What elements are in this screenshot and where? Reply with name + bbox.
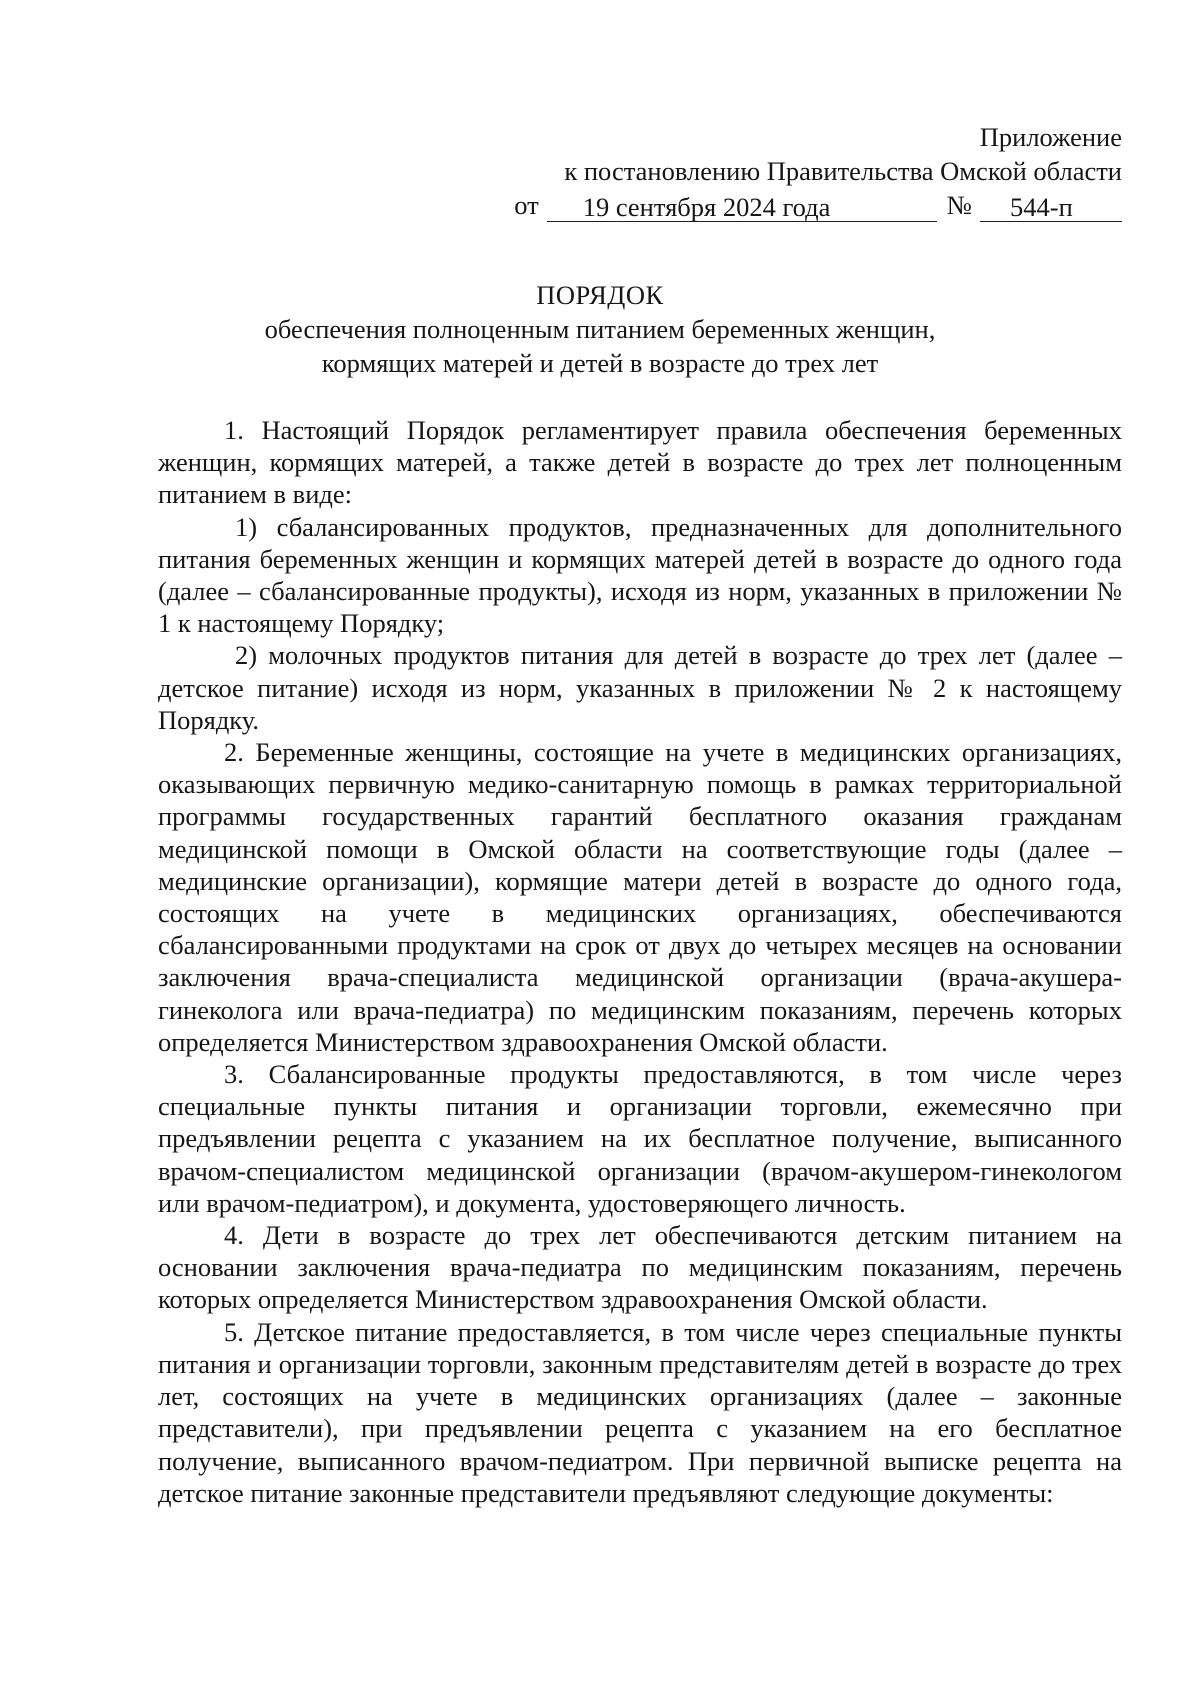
resolution-number: 544-п (980, 193, 1122, 222)
resolution-date: 19 сентября 2024 года (547, 193, 937, 222)
paragraph-3: 3. Сбалансированные продукты предоставляются, в том числе через специальные пункты питания и организации торговли, ежемесячно при предъявлении рецепта с указанием на их бесплатное получение, выписанного врачом-специалистом медицинской организации (врачом-акушером-гинекологом или врачом-педиатром), и документа, удостоверяющего личность. (158, 1059, 1122, 1218)
paragraph-2: 2. Беременные женщины, состоящие на учете в медицинских организациях, оказывающих первичную медико-санитарную помощь в рамках территориальной программы государственных гарантий бесплатного оказания гражданам медицинской помощи в Омской области на соответствующие годы (далее – медицинские организации), кормящие матери детей в возрасте до одного года, состоящих на учете в медицинских организациях, обеспечиваются сбалансированными продуктами на срок от двух до четырех месяцев на основании заключения врача-специалиста медицинской организации (врача-акушера-гинеколога или врача-педиатра) по медицинским показаниям, перечень которых определяется Министерством здравоохранения Омской области. (158, 737, 1122, 1057)
document-body (158, 414, 1122, 1509)
paragraph-1: 1. Настоящий Порядок регламентирует правила обеспечения беременных женщин, кормящих матерей, а также детей в возрасте до трех лет полноценным питанием в виде: (158, 415, 1122, 510)
document-title: ПОРЯДОК (536, 280, 664, 310)
appendix-header (514, 120, 1122, 222)
subparagraph-1-2: 2) молочных продуктов питания для детей в возрасте до трех лет (далее – детское питание) исходя из норм, указанных в приложении № 2 к настоящему Порядку. (158, 640, 1122, 735)
number-sign: № (946, 190, 972, 220)
appendix-label: Приложение (979, 122, 1122, 152)
document-subtitle-line-1: обеспечения полноценным питанием беременных женщин, (264, 314, 936, 344)
from-label: от (514, 190, 539, 220)
subparagraph-1-1: 1) сбалансированных продуктов, предназначенных для дополнительного питания беременных женщин и кормящих матерей детей в возрасте до одного года (далее – сбалансированные продукты), исходя из норм, указанных в приложении № 1 к настоящему Порядку; (158, 511, 1122, 639)
paragraph-5: 5. Детское питание предоставляется, в том числе через специальные пункты питания и организации торговли, законным представителям детей в возрасте до трех лет, состоящих на учете в медицинских организациях (далее – законные представители), при предъявлении рецепта с указанием на его бесплатное получение, выписанного врачом-педиатром. При первичной выписке рецепта на детское питание законные представители предъявляют следующие документы: (158, 1316, 1122, 1508)
document-subtitle-line-2: кормящих матерей и детей в возрасте до трех лет (321, 348, 879, 378)
document-title-block (0, 278, 1200, 380)
paragraph-4: 4. Дети в возрасте до трех лет обеспечиваются детским питанием на основании заключения врача-педиатра по медицинским показаниям, перечень которых определяется Министерством здравоохранения Омской области. (158, 1220, 1122, 1315)
resolution-date-number-line (514, 188, 1122, 222)
resolution-reference: к постановлению Правительства Омской области (564, 156, 1122, 186)
